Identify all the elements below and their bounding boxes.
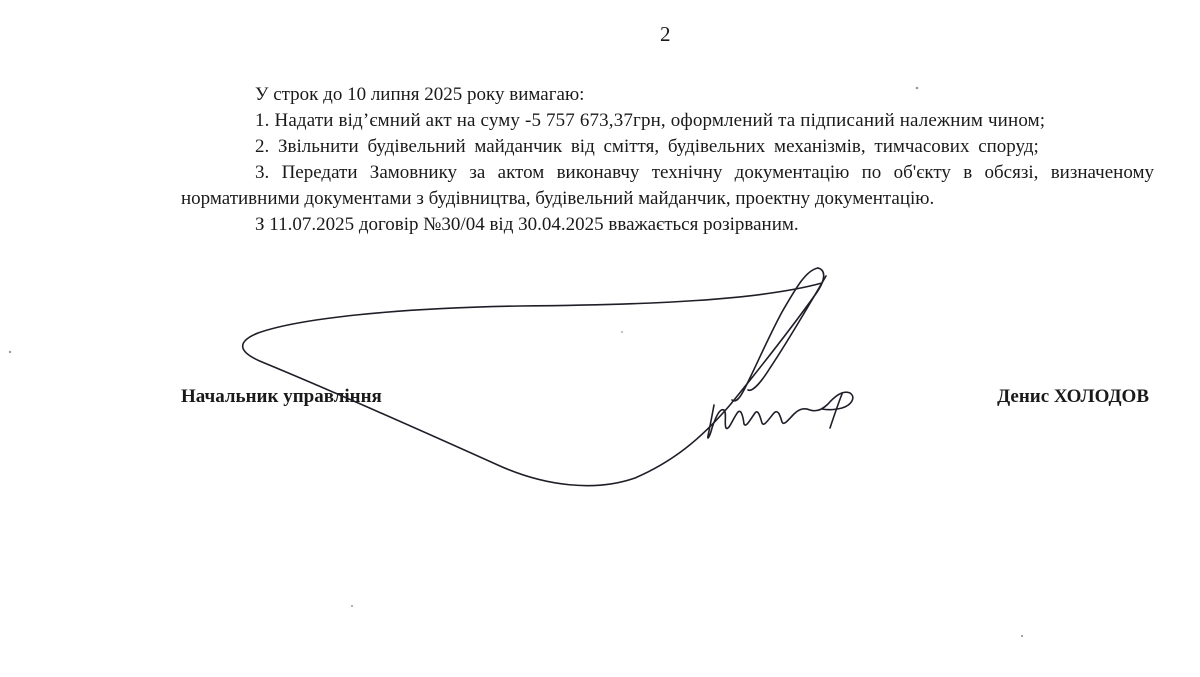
page-number: 2: [660, 22, 671, 46]
signer-position: Начальник управління: [181, 386, 382, 407]
termination-statement: З 11.07.2025 договір №30/04 від 30.04.2025 вважається розірваним.: [255, 214, 799, 235]
demand-item-3: 3. Передати Замовнику за актом виконавчу технічну документацію по об'єкту в обсязі, визначеному нормативними документами з будівництва, будівельний майданчик, проектну документацію.: [181, 162, 1154, 209]
demand-item-2: 2. Звільнити будівельний майданчик від сміття, будівельних механізмів, тимчасових споруд;: [255, 136, 1039, 157]
demand-intro: У строк до 10 липня 2025 року вимагаю:: [255, 84, 585, 105]
demand-item-1: 1. Надати від’ємний акт на суму -5 757 673,37грн, оформлений та підписаний належним чином;: [255, 110, 1046, 131]
signer-name: Денис ХОЛОДОВ: [997, 386, 1149, 407]
